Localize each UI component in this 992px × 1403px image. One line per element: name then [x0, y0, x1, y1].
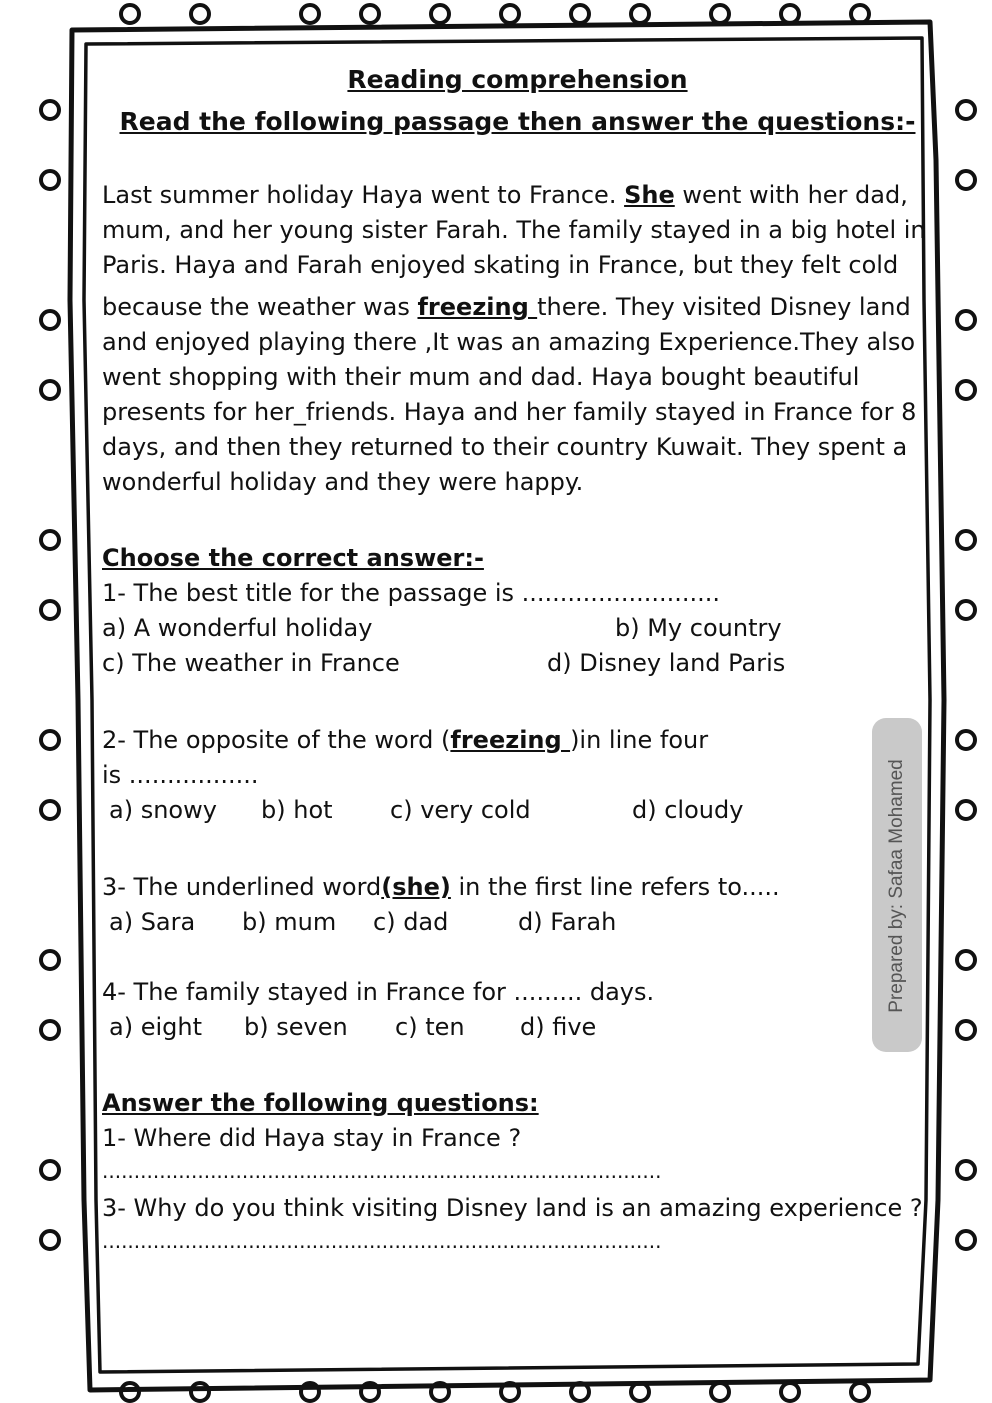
q2-option-c[interactable]: c) very cold: [390, 796, 531, 824]
q4-option-d[interactable]: d) five: [520, 1013, 597, 1041]
q2-option-b[interactable]: b) hot: [261, 796, 333, 824]
q3-question: 3- The underlined word(she) in the first line refers to.....: [102, 873, 780, 901]
passage-line-4: because the weather was freezing there. They visited Disney land: [102, 293, 911, 321]
passage-line-6: went shopping with their mum and dad. Haya bought beautiful: [102, 363, 860, 391]
q1-option-d[interactable]: d) Disney land Paris: [547, 649, 786, 677]
passage-line-2: mum, and her young sister Farah. The family stayed in a big hotel in: [102, 216, 926, 244]
q4-option-c[interactable]: c) ten: [395, 1013, 465, 1041]
answer-q1-line[interactable]: ........................................................................................: [102, 1159, 662, 1183]
q1-question: 1- The best title for the passage is ..........................: [102, 579, 720, 607]
answer-heading: Answer the following questions:: [102, 1089, 539, 1117]
passage-line-5: and enjoyed playing there ,It was an amazing Experience.They also: [102, 328, 916, 356]
q1-option-b[interactable]: b) My country: [615, 614, 782, 642]
answer-q1: 1- Where did Haya stay in France ?: [102, 1124, 522, 1152]
passage-line-8: days, and then they returned to their country Kuwait. They spent a: [102, 433, 908, 461]
q4-option-a[interactable]: a) eight: [109, 1013, 202, 1041]
q3-option-c[interactable]: c) dad: [373, 908, 449, 936]
instruction-heading: Read the following passage then answer the questions:-: [119, 107, 916, 136]
underlined-freezing-q2: freezing: [450, 726, 571, 754]
q2-option-d[interactable]: d) cloudy: [632, 796, 744, 824]
passage-line-3: Paris. Haya and Farah enjoyed skating in France, but they felt cold: [102, 251, 899, 279]
q3-option-b[interactable]: b) mum: [242, 908, 337, 936]
q1-option-c[interactable]: c) The weather in France: [102, 649, 400, 677]
passage-line-9: wonderful holiday and they were happy.: [102, 468, 584, 496]
underlined-she: She: [624, 181, 675, 209]
choose-heading: Choose the correct answer:-: [102, 544, 484, 572]
passage-line-7: presents for her_friends. Haya and her family stayed in France for 8: [102, 398, 917, 426]
q2-option-a[interactable]: a) snowy: [109, 796, 217, 824]
author-label: Prepared by: Safaa Mohamed: [886, 759, 907, 1013]
q1-option-a[interactable]: a) A wonderful holiday: [102, 614, 373, 642]
passage-line-1: Last summer holiday Haya went to France. She went with her dad,: [102, 181, 908, 209]
q4-option-b[interactable]: b) seven: [244, 1013, 348, 1041]
q4-question: 4- The family stayed in France for ......... days.: [102, 978, 655, 1006]
q2-question-cont: is .................: [102, 761, 259, 789]
q3-option-d[interactable]: d) Farah: [518, 908, 617, 936]
page-title: Reading comprehension: [347, 65, 688, 94]
q2-question: 2- The opposite of the word (freezing )in line four: [102, 726, 709, 754]
q3-option-a[interactable]: a) Sara: [109, 908, 196, 936]
answer-q3: 3- Why do you think visiting Disney land is an amazing experience ?: [102, 1194, 923, 1222]
answer-q3-line[interactable]: ........................................................................................: [102, 1229, 662, 1253]
underlined-she-q3: (she): [381, 873, 451, 901]
underlined-freezing: freezing: [417, 293, 538, 321]
